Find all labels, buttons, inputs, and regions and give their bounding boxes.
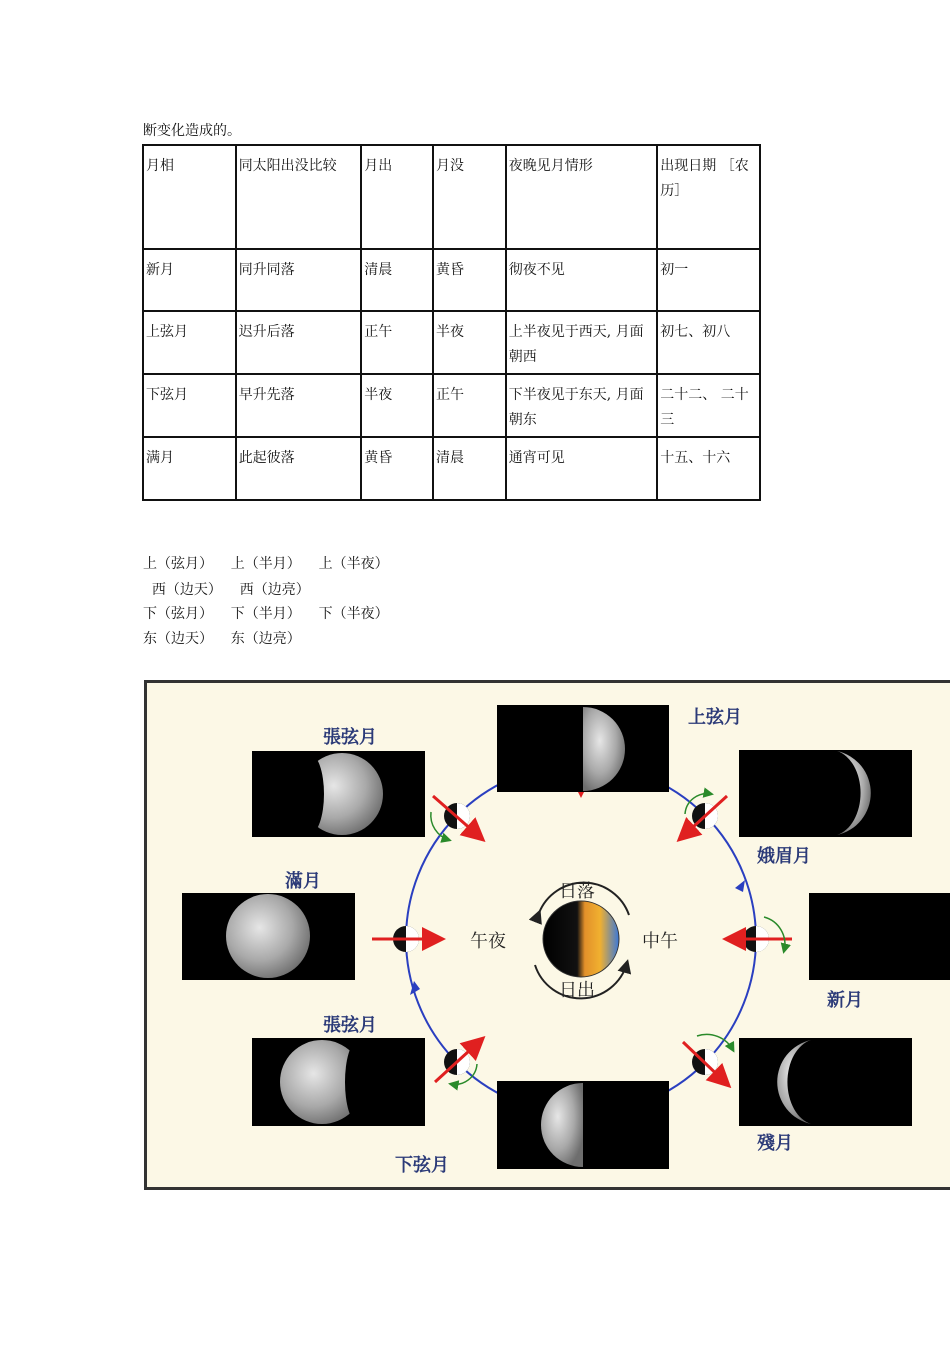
label-midnight: 午夜 bbox=[470, 931, 506, 952]
table-header-cell: 月相 bbox=[143, 145, 236, 249]
table-cell: 此起彼落 bbox=[236, 437, 362, 500]
table-cell: 正午 bbox=[433, 374, 506, 437]
table-header-cell: 夜晚见月情形 bbox=[506, 145, 657, 249]
table-cell: 十五、十六 bbox=[657, 437, 760, 500]
mnemonic-line: 西（边天） 西（边亮） bbox=[143, 582, 310, 598]
label-noon: 中午 bbox=[642, 931, 678, 952]
table-cell: 迟升后落 bbox=[236, 311, 362, 374]
table-cell: 下弦月 bbox=[143, 374, 236, 437]
moon-phase-diagram bbox=[144, 680, 950, 1190]
table-cell: 早升先落 bbox=[236, 374, 362, 437]
table-cell: 新月 bbox=[143, 249, 236, 311]
table-header-row bbox=[143, 145, 760, 249]
orbit-direction-arrow bbox=[735, 880, 745, 892]
label-full-moon: 滿月 bbox=[285, 871, 321, 892]
moon-phase-table bbox=[142, 144, 761, 501]
label-waxing-crescent: 娥眉月 bbox=[757, 846, 811, 867]
table-cell: 二十二、 二十三 bbox=[657, 374, 760, 437]
table-cell: 初一 bbox=[657, 249, 760, 311]
table-cell: 清晨 bbox=[433, 437, 506, 500]
table-header-cell: 月没 bbox=[433, 145, 506, 249]
table-cell: 上弦月 bbox=[143, 311, 236, 374]
mnemonic-line: 东（边天） 东（边亮） bbox=[143, 631, 301, 647]
table-cell: 初七、初八 bbox=[657, 311, 760, 374]
table-row bbox=[143, 437, 760, 500]
mnemonic-line: 上（弦月） 上（半月） 上（半夜） bbox=[143, 556, 389, 572]
table-row bbox=[143, 311, 760, 374]
label-sunrise: 日出 bbox=[559, 980, 595, 1001]
table-cell: 下半夜见于东天, 月面朝东 bbox=[506, 374, 657, 437]
mnemonic-line: 下（弦月） 下（半月） 下（半夜） bbox=[143, 606, 389, 622]
table-cell: 彻夜不见 bbox=[506, 249, 657, 311]
earth bbox=[543, 901, 619, 977]
table-header-cell: 月出 bbox=[361, 145, 433, 249]
label-waning-gibbous: 張弦月 bbox=[323, 1015, 377, 1036]
table-header-cell: 同太阳出没比较 bbox=[236, 145, 362, 249]
table-cell: 黄昏 bbox=[361, 437, 433, 500]
table-row bbox=[143, 374, 760, 437]
table-cell: 正午 bbox=[361, 311, 433, 374]
table-row bbox=[143, 249, 760, 311]
intro-text: 断变化造成的。 bbox=[143, 123, 241, 139]
label-waxing-gibbous: 張弦月 bbox=[323, 727, 377, 748]
table-cell: 清晨 bbox=[361, 249, 433, 311]
label-first-quarter: 上弦月 bbox=[688, 707, 742, 728]
table-cell: 半夜 bbox=[361, 374, 433, 437]
label-last-quarter: 下弦月 bbox=[395, 1155, 449, 1176]
table-header-cell: 出现日期 ［农历］ bbox=[657, 145, 760, 249]
table-cell: 同升同落 bbox=[236, 249, 362, 311]
table-cell: 通宵可见 bbox=[506, 437, 657, 500]
label-sunset: 日落 bbox=[559, 881, 595, 902]
label-new-moon: 新月 bbox=[827, 990, 863, 1011]
table-cell: 黄昏 bbox=[433, 249, 506, 311]
table-cell: 半夜 bbox=[433, 311, 506, 374]
orbit-graphic bbox=[147, 683, 950, 1190]
table-cell: 上半夜见于西天, 月面朝西 bbox=[506, 311, 657, 374]
label-waning-crescent: 殘月 bbox=[757, 1133, 793, 1154]
table-cell: 满月 bbox=[143, 437, 236, 500]
